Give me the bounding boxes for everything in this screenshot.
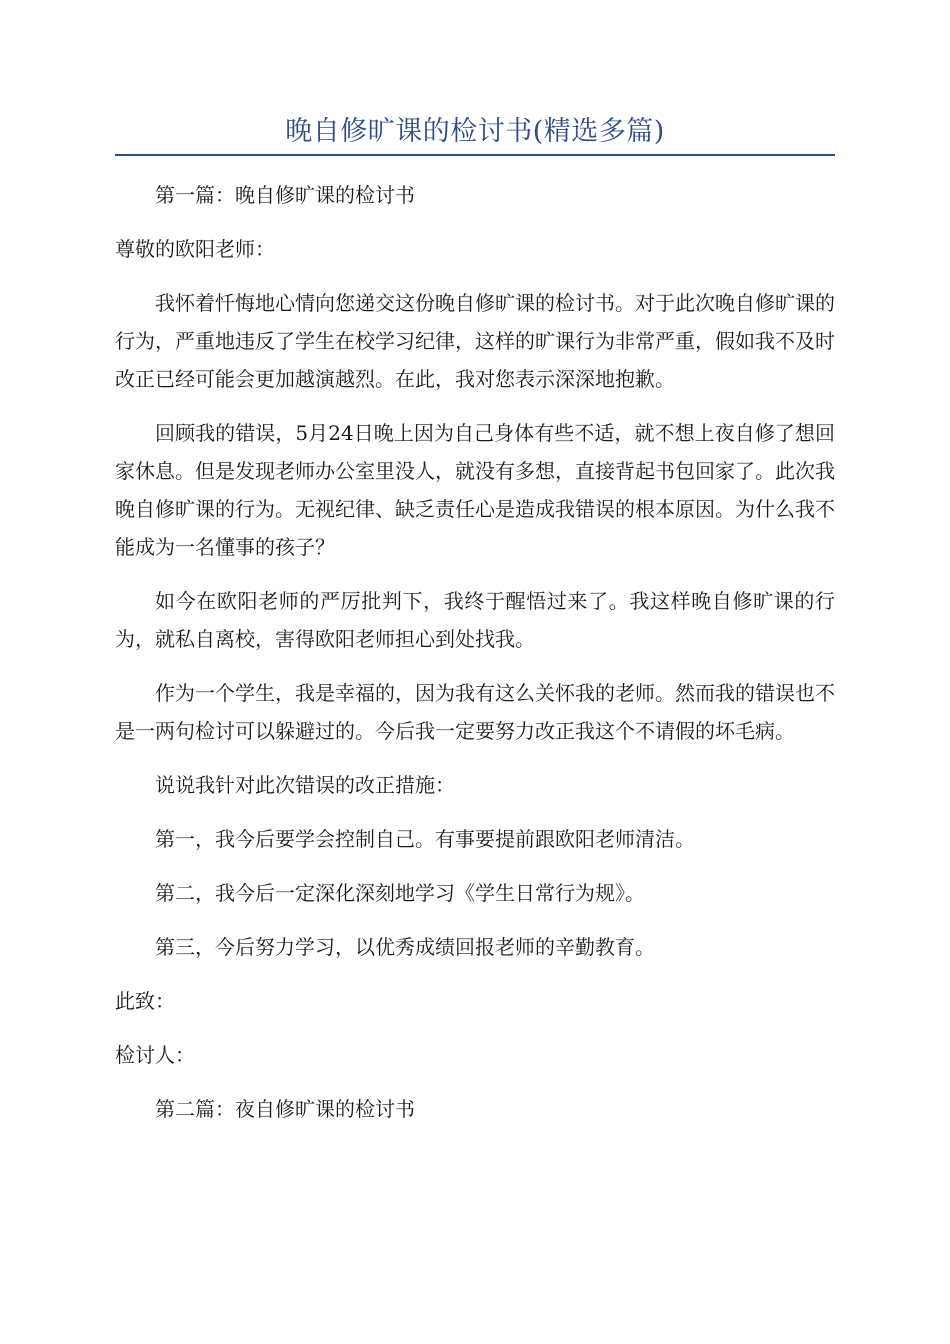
paragraph: 回顾我的错误，5月24日晚上因为自己身体有些不适，就不想上夜自修了想回家休息。但是发现老师办公室里没人，就没有多想，直接背起书包回家了。此次我晚自修旷课的行为。无视纪律、缺乏责任心是造成我错误的根本原因。为什么我不能成为一名懂事的孩子？ bbox=[115, 421, 835, 559]
paragraph: 说说我针对此次错误的改正措施： bbox=[155, 773, 455, 797]
signature-line: 检讨人： bbox=[115, 1043, 195, 1067]
section-heading-1: 第一篇：晚自修旷课的检讨书 bbox=[155, 183, 415, 207]
document-body bbox=[115, 176, 835, 1144]
closing: 此致： bbox=[115, 989, 175, 1013]
section-heading-2: 第二篇：夜自修旷课的检讨书 bbox=[155, 1097, 415, 1121]
list-item: 第二，我今后一定深化深刻地学习《学生日常行为规》。 bbox=[155, 881, 645, 905]
paragraph: 如今在欧阳老师的严厉批判下，我终于醒悟过来了。我这样晚自修旷课的行为，就私自离校，害得欧阳老师担心到处找我。 bbox=[115, 589, 835, 651]
document-title: 晚自修旷课的检讨书(精选多篇) bbox=[285, 116, 665, 147]
salutation: 尊敬的欧阳老师： bbox=[115, 237, 275, 261]
title-underline bbox=[115, 154, 835, 156]
paragraph: 我怀着忏悔地心情向您递交这份晚自修旷课的检讨书。对于此次晚自修旷课的行为，严重地违反了学生在校学习纪律，这样的旷课行为非常严重，假如我不及时改正已经可能会更加越演越烈。在此，我对您表示深深地抱歉。 bbox=[115, 291, 835, 391]
list-item: 第一，我今后要学会控制自己。有事要提前跟欧阳老师清洁。 bbox=[155, 827, 695, 851]
paragraph: 作为一个学生，我是幸福的，因为我有这么关怀我的老师。然而我的错误也不是一两句检讨可以躲避过的。今后我一定要努力改正我这个不请假的坏毛病。 bbox=[115, 681, 835, 743]
list-item: 第三，今后努力学习，以优秀成绩回报老师的辛勤教育。 bbox=[155, 935, 655, 959]
